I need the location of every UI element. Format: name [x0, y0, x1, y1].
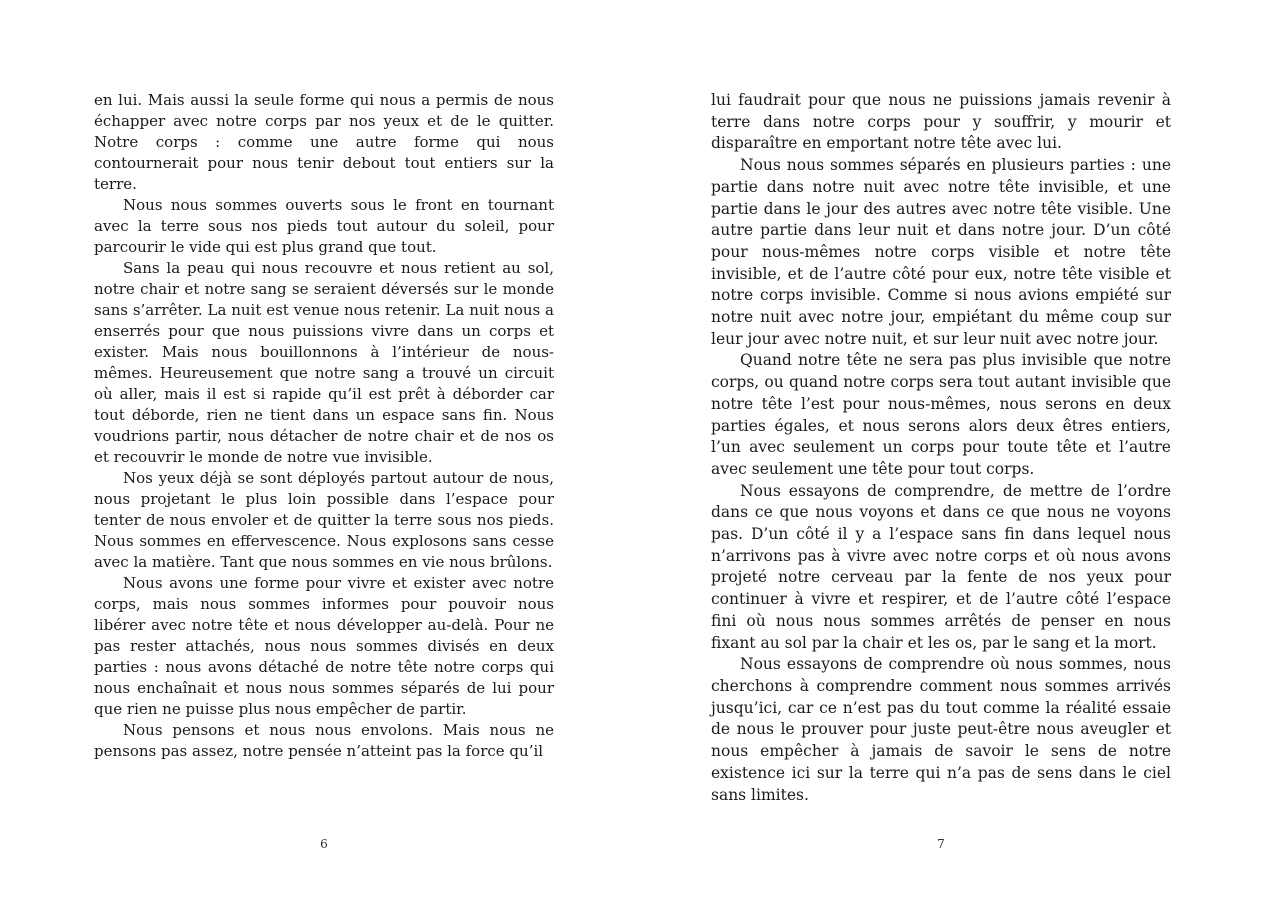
left-page	[94, 90, 554, 870]
paragraph: Nous nous sommes ouverts sous le front en tournant avec la terre sous nos pieds tout autour du soleil, pour parcourir le vide qui est plus grand que tout.	[94, 196, 554, 256]
paragraph: Nous avons une forme pour vivre et exister avec notre corps, mais nous sommes informes pour pouvoir nous libérer avec notre tête et nous développer au-delà. Pour ne pas rester attachés, nous nous sommes divisés en deux parties : nous avons détaché de notre tête notre corps qui nous enchaînait et nous nous sommes séparés de lui pour que rien ne puisse plus nous empêcher de partir.	[94, 574, 554, 718]
paragraph: Nous essayons de comprendre où nous sommes, nous cherchons à comprendre comment nous sommes arrivés jusqu’ici, car ce n’est pas du tout comme la réalité essaie de nous le prouver pour juste peut-être nous aveugler et nous empêcher à jamais de savoir le sens de notre existence ici sur la terre qui n’a pas de sens dans le ciel sans limites.	[711, 655, 1171, 804]
paragraph: en lui. Mais aussi la seule forme qui nous a permis de nous échapper avec notre corps par nos yeux et de le quitter. Notre corps : comme une autre forme qui nous contournerait pour nous tenir debout tout entiers sur la terre.	[94, 91, 554, 193]
page-number: 6	[320, 837, 328, 851]
page-number: 7	[937, 837, 945, 851]
paragraph: Nous essayons de comprendre, de mettre de l’ordre dans ce que nous voyons et dans ce que nous ne voyons pas. D’un côté il y a l’espace sans fin dans lequel nous n’arrivons pas à vivre avec notre corps et où nous avons projeté notre cerveau par la fente de nos yeux pour continuer à vivre et respirer, et de l’autre côté l’espace fini où nous nous sommes arrêtés de penser en nous fixant au sol par la chair et les os, par le sang et la mort.	[711, 481, 1171, 652]
paragraph: Nos yeux déjà se sont déployés partout autour de nous, nous projetant le plus loin possible dans l’espace pour tenter de nous envoler et de quitter la terre sous nos pieds. Nous sommes en effervescence. Nous explosons sans cesse avec la matière. Tant que nous sommes en vie nous brûlons.	[94, 469, 554, 571]
paragraph: Nous pensons et nous nous envolons. Mais nous ne pensons pas assez, notre pensée n’atteint pas la force qu’il	[94, 721, 554, 760]
left-page-text	[94, 90, 554, 762]
right-page	[711, 90, 1171, 870]
paragraph: Sans la peau qui nous recouvre et nous retient au sol, notre chair et notre sang se seraient déversés sur le monde sans s’arrêter. La nuit est venue nous retenir. La nuit nous a enserrés pour que nous puissions vivre dans un corps et exister. Mais nous bouillonnons à l’intérieur de nous-mêmes. Heureusement que notre sang a trouvé un circuit où aller, mais il est si rapide qu’il est prêt à déborder car tout déborde, rien ne tient dans un espace sans fin. Nous voudrions partir, nous détacher de notre chair et de nos os et recouvrir le monde de notre vue invisible.	[94, 259, 554, 466]
right-page-text	[711, 90, 1171, 806]
paragraph: lui faudrait pour que nous ne puissions jamais revenir à terre dans notre corps pour y souffrir, y mourir et disparaître en emportant notre tête avec lui.	[711, 91, 1171, 153]
paragraph: Nous nous sommes séparés en plusieurs parties : une partie dans notre nuit avec notre tête invisible, et une partie dans le jour des autres avec notre tête visible. Une autre partie dans leur nuit et dans notre jour. D’un côté pour nous-mêmes notre corps visible et notre tête invisible, et de l’autre côté pour eux, notre tête visible et notre corps invisible. Comme si nous avions empiété sur notre nuit avec notre jour, empiétant du même coup sur leur jour avec notre nuit, et sur leur nuit avec notre jour.	[711, 156, 1171, 348]
paragraph: Quand notre tête ne sera pas plus invisible que notre corps, ou quand notre corps sera tout autant invisible que notre tête l’est pour nous-mêmes, nous serons en deux parties égales, et nous serons alors deux êtres entiers, l’un avec seulement un corps pour toute tête et l’autre avec seulement une tête pour tout corps.	[711, 351, 1171, 478]
